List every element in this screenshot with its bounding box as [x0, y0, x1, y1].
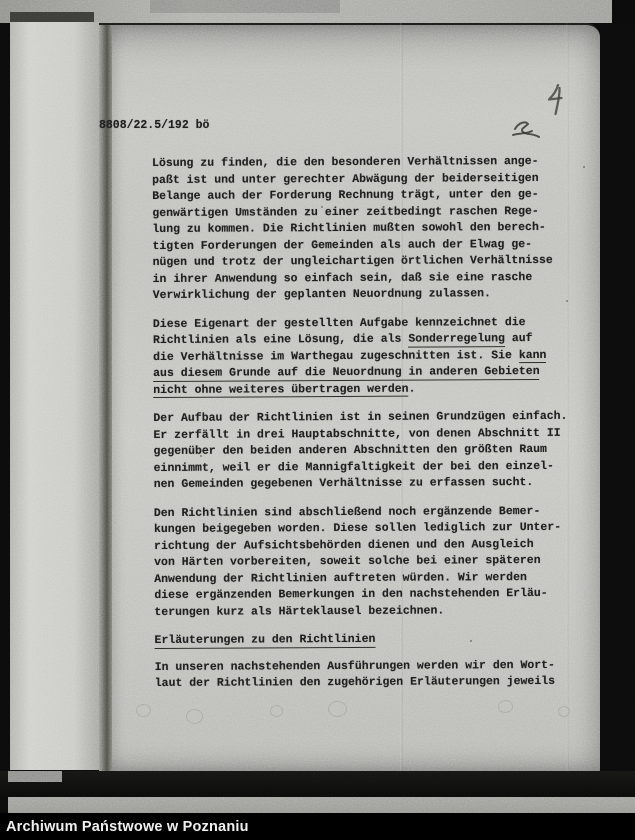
archive-name-label: Archiwum Państwowe w Poznaniu	[6, 818, 249, 835]
underlying-page-edge	[10, 22, 99, 770]
scanner-corner	[612, 0, 635, 25]
paper-stain	[328, 701, 347, 717]
reference-number: 8808/22.5/192 bö	[99, 119, 210, 132]
text-line: in ihrer Anwendung so einfach sein, daß sie eine rasche	[152, 270, 533, 286]
paper-stain	[498, 700, 513, 713]
paper-stain	[270, 705, 283, 717]
text-line: Belange auch der Forderung Rechnung trägt, unter den ge-	[152, 187, 539, 203]
archive-footer-bar	[0, 813, 635, 840]
scanner-smudge	[150, 0, 340, 13]
text-line: aus diesem Grunde auf die Neuordnung in anderen Gebieten	[153, 364, 540, 380]
paragraph	[153, 314, 573, 399]
paragraph	[153, 409, 573, 494]
text-line: einnimmt, weil er die Mannigfaltigkeit der bei den einzel-	[153, 459, 554, 475]
paper-stain	[558, 706, 570, 717]
text-line: Der Aufbau der Richtlinien ist in seinen Grundzügen einfach.	[153, 409, 568, 425]
text-line: Diese Eigenart der gestellten Aufgabe kennzeichnet die	[152, 315, 526, 331]
page-bottom-notch	[8, 771, 62, 782]
section-heading	[154, 631, 574, 650]
scanner-mat-band	[8, 797, 635, 813]
text-line: Lösung zu finden, die den besonderen Verhältnissen ange-	[152, 154, 539, 170]
text-line: von Härten vorbereiten, soweit solche bei einer späteren	[154, 553, 541, 569]
text-line: Richtlinien als eine Lösung, die als Sonderregelung auf	[152, 332, 533, 347]
text-line: diese ergänzenden Bemerkungen in den nachstehenden Erläu-	[154, 586, 548, 602]
text-line: Er zerfällt in drei Hauptabschnitte, von denen Abschnitt II	[153, 426, 561, 442]
paragraph	[155, 657, 575, 692]
text-line: genwärtigen Umständen zu einer zeitbedingt raschen Rege-	[152, 204, 539, 220]
text-line: nen Gemeinden gegebenen Verhältnisse zu erfassen sucht.	[153, 476, 534, 491]
text-line: richtung der Aufsichtsbehörden dienen und den Ausgleich	[154, 537, 534, 553]
text-line: paßt ist und unter gerechter Abwägung der beiderseitigen	[152, 171, 539, 187]
text-line: lung zu kommen. Die Richtlinien mußten sowohl den berech-	[152, 220, 546, 236]
text-line: laut der Richtlinien den zugehörigen Erläuterungen jeweils	[154, 674, 556, 690]
page-bottom-shadow	[0, 771, 635, 797]
text-line: Erläuterungen zu den Richtlinien	[154, 632, 376, 647]
text-line: gegenüber den beiden anderen Abschnitten den größten Raum	[153, 442, 547, 458]
paragraph	[154, 503, 575, 621]
text-line: Den Richtlinien sind abschließend noch ergänzende Bemer-	[153, 504, 541, 520]
text-line: nügen und trotz der ungleichartigen örtlichen Verhältnisse	[152, 253, 553, 269]
paper-stain	[136, 704, 151, 717]
text-line: nicht ohne weiteres übertragen werden.	[153, 382, 416, 397]
text-line: tigten Forderungen der Gemeinden als auch der Elwag ge-	[152, 237, 533, 253]
paper-stain	[186, 709, 203, 724]
text-line: kungen beigegeben worden. Diese sollen lediglich zur Unter-	[153, 520, 562, 536]
document-text-block	[152, 154, 575, 693]
dust-speck	[583, 166, 585, 168]
text-line: Anwendung der Richtlinien auftreten würden. Wir werden	[154, 570, 527, 586]
text-line: In unseren nachstehenden Ausführungen werden wir den Wort-	[154, 658, 555, 674]
text-line: Verwirklichung der geplanten Neuordnung zulassen.	[152, 287, 491, 302]
text-line: die Verhältnisse im Warthegau zugeschnitten ist. Sie kann	[153, 348, 547, 364]
text-line: terungen kurz als Härteklausel bezeichnen.	[154, 603, 445, 619]
paragraph	[152, 154, 573, 305]
binding-gutter	[99, 23, 112, 771]
